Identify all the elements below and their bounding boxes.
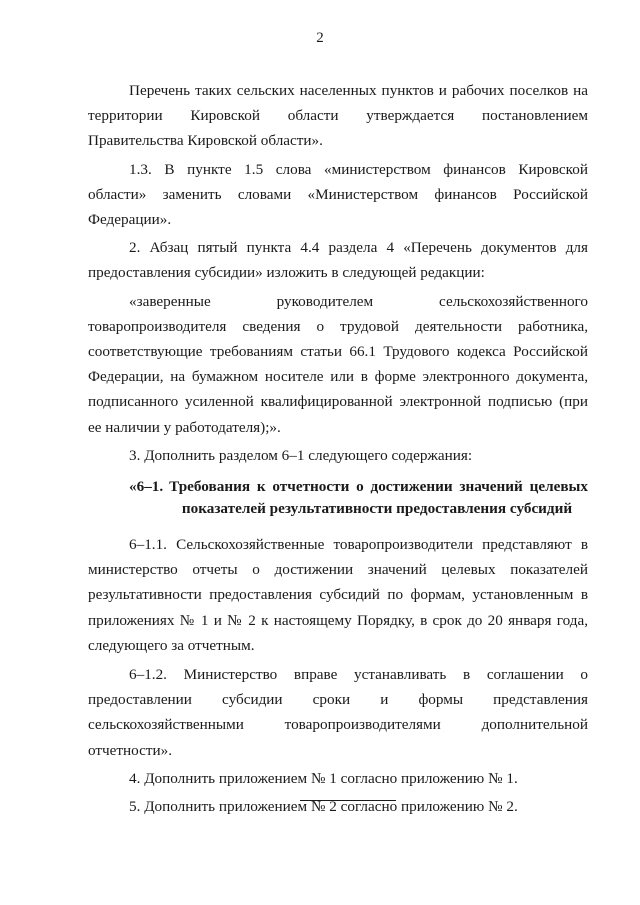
paragraph: 1.3. В пункте 1.5 слова «министерством финансов Кировской области» заменить словами «Министерством финансов Российской Федерации».	[88, 160, 588, 229]
paragraph: 2. Абзац пятый пункта 4.4 раздела 4 «Перечень документов для предоставления субсидии» изложить в следующей редакции:	[88, 239, 588, 282]
paragraph: «заверенные руководителем сельскохозяйственного товаропроизводителя сведения о трудовой деятельности работника, соответствующие требованиям статьи 66.1 Трудового кодекса Российской Федерации, на бумажном носителе или в форме электронного документа, подписанного усиленной квалифицированной электронной подписью (при ее наличии у работодателя);».	[88, 292, 588, 436]
page-number: 2	[316, 30, 324, 46]
section-heading-number: «6–1.	[129, 478, 164, 496]
paragraph: 3. Дополнить разделом 6–1 следующего содержания:	[129, 446, 473, 464]
paragraph: 5. Дополнить приложением № 2 согласно приложению № 2.	[129, 798, 518, 816]
document-body	[88, 78, 588, 819]
section-heading-line2: показателей результативности предоставления субсидий	[181, 500, 573, 518]
closing-rule	[300, 800, 396, 801]
paragraph: 6–1.1. Сельскохозяйственные товаропроизводители представляют в министерство отчеты о достижении значений целевых показателей результативности предоставления субсидий по формам, установленным в приложениях № 1 и № 2 к настоящему Порядку, в срок до 20 января года, следующего за отчетным.	[88, 536, 588, 654]
section-heading-line1: Требования к отчетности о достижении значений целевых	[169, 478, 588, 496]
paragraph: 4. Дополнить приложением № 1 согласно приложению № 1.	[129, 769, 518, 787]
paragraph: Перечень таких сельских населенных пунктов и рабочих поселков на территории Кировской области утверждается постановлением Правительства Кировской области».	[88, 82, 588, 150]
paragraph: 6–1.2. Министерство вправе устанавливать в соглашении о предоставлении субсидии сроки и формы представления сельскохозяйственными товаропроизводителями дополнительной отчетности».	[88, 666, 588, 759]
section-heading	[88, 476, 588, 520]
